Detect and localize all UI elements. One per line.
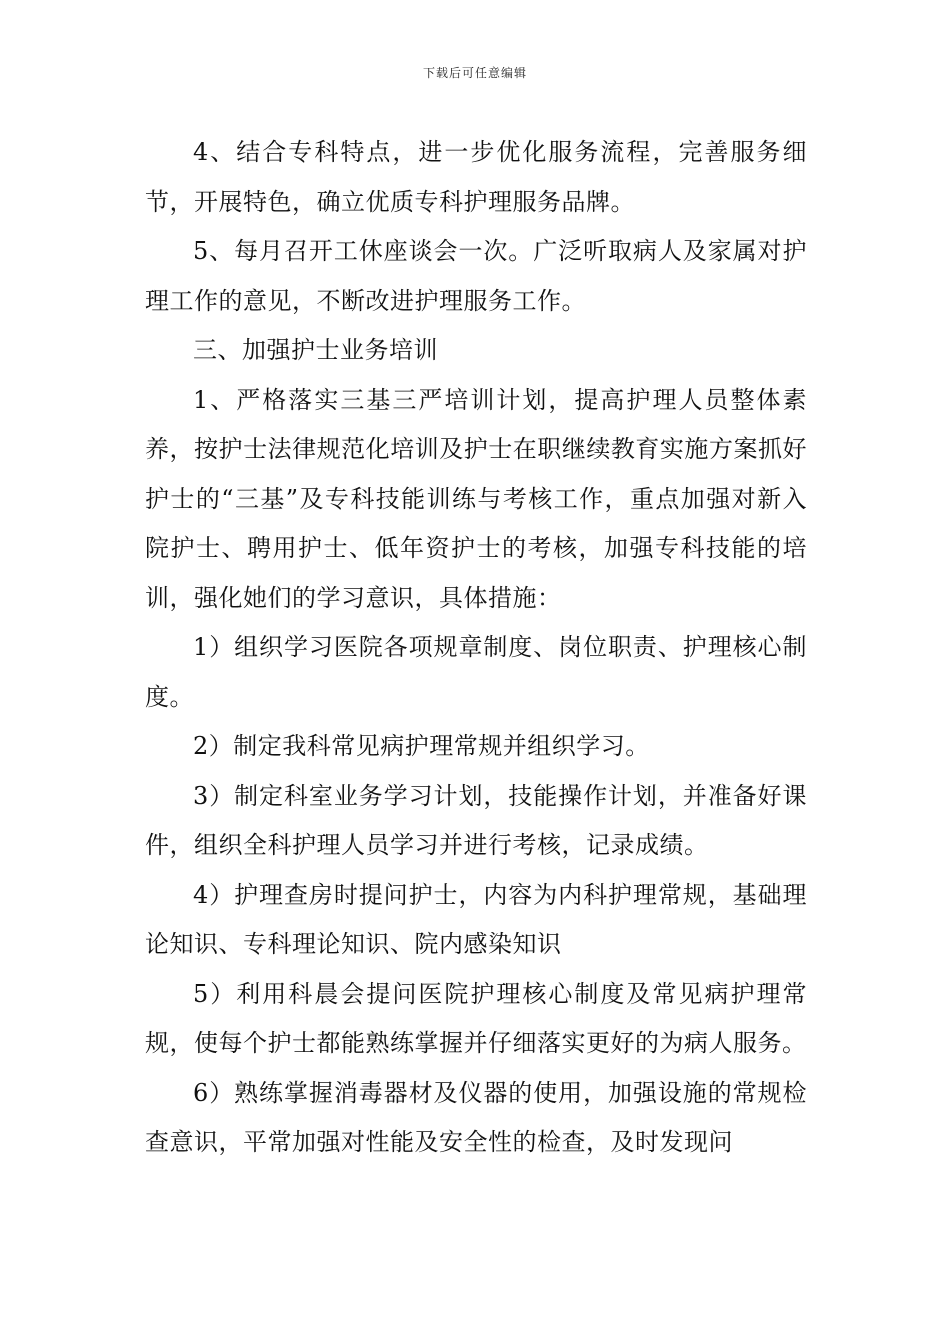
paragraph-5-monthly-meeting: 5、每月召开工休座谈会一次。广泛听取病人及家属对护理工作的意见，不断改进护理服务工作。 <box>145 237 807 315</box>
header-note: 下载后可任意编辑 <box>422 66 527 80</box>
list-item-1: 1）组织学习医院各项规章制度、岗位职责、护理核心制度。 <box>145 633 807 711</box>
list-item-4: 4）护理查房时提问护士，内容为内科护理常规，基础理论知识、专科理论知识、院内感染知识 <box>145 880 807 958</box>
section-heading-training: 三、加强护士业务培训 <box>193 336 438 364</box>
paragraph-1-training-plan: 1、严格落实三基三严培训计划，提高护理人员整体素养，按护士法律规范化培训及护士在职继续教育实施方案抓好护士的“三基”及专科技能训练与考核工作，重点加强对新入院护士、聘用护士、低年资护士的考核，加强专科技能的培训，强化她们的学习意识，具体措施： <box>145 385 807 612</box>
list-item-5: 5）利用科晨会提问医院护理核心制度及常见病护理常规，使每个护士都能熟练掌握并仔细落实更好的为病人服务。 <box>145 979 807 1057</box>
list-item-3: 3）制定科室业务学习计划，技能操作计划，并准备好课件，组织全科护理人员学习并进行考核，记录成绩。 <box>145 781 807 859</box>
paragraph-4-specialty-features: 4、结合专科特点，进一步优化服务流程，完善服务细节，开展特色，确立优质专科护理服务品牌。 <box>145 138 807 216</box>
document-body <box>145 128 807 1168</box>
list-item-2: 2）制定我科常见病护理常规并组织学习。 <box>193 732 650 760</box>
list-item-6: 6）熟练掌握消毒器材及仪器的使用，加强设施的常规检查意识，平常加强对性能及安全性的检查，及时发现问 <box>145 1078 807 1156</box>
